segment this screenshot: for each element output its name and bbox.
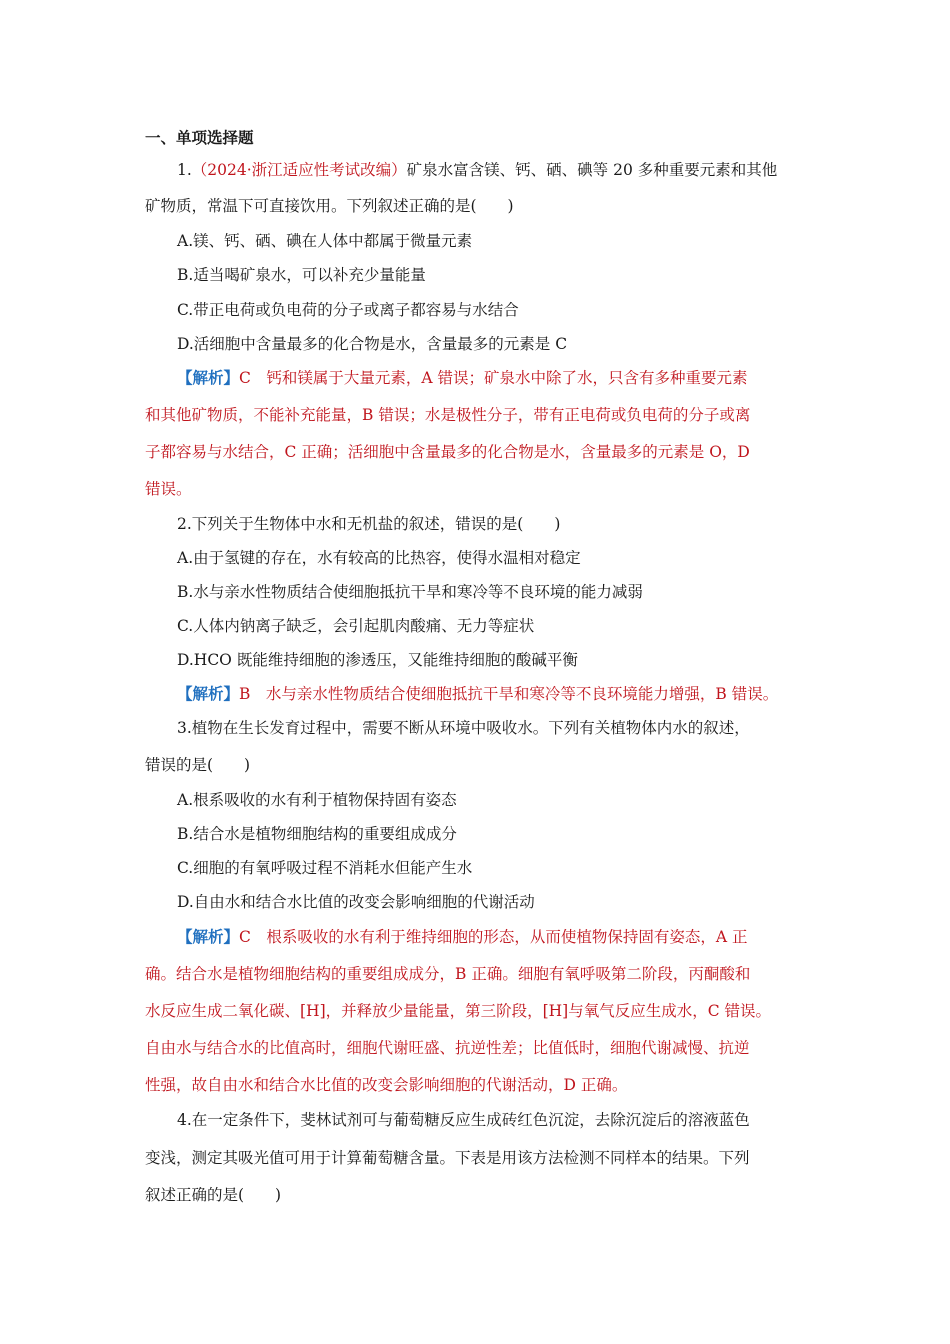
- question-3-stem-line-2: 错误的是( ): [145, 756, 251, 774]
- question-3-option-b: B.结合水是植物细胞结构的重要组成成分: [177, 825, 457, 843]
- question-1-analysis-line-2: 和其他矿物质，不能补充能量，B 错误；水是极性分子，带有正电荷或负电荷的分子或离: [145, 406, 751, 424]
- question-3-analysis-label: 【解析】: [177, 927, 240, 946]
- section-title: 一、单项选择题: [145, 128, 254, 147]
- question-1-option-b: B.适当喝矿泉水，可以补充少量能量: [177, 266, 426, 284]
- question-1-number: 1.: [177, 161, 192, 179]
- question-3-analysis-line-5: 性强，故自由水和结合水比值的改变会影响细胞的代谢活动，D 正确。: [145, 1076, 628, 1094]
- question-3-analysis-line-3: 水反应生成二氧化碳、[H]，并释放少量能量，第三阶段，[H]与氧气反应生成水，C 错误。: [145, 1002, 772, 1020]
- question-2-option-c: C.人体内钠离子缺乏，会引起肌肉酸痛、无力等症状: [177, 617, 535, 635]
- question-1-stem-line-2: 矿物质，常温下可直接饮用。下列叙述正确的是( ): [145, 197, 514, 215]
- question-2-option-a: A.由于氢键的存在，水有较高的比热容，使得水温相对稳定: [177, 549, 581, 567]
- question-2-option-b: B.水与亲水性物质结合使细胞抵抗干旱和寒冷等不良环境的能力减弱: [177, 583, 643, 601]
- question-4-stem-line-1: 4.在一定条件下，斐林试剂可与葡萄糖反应生成砖红色沉淀，去除沉淀后的溶液蓝色: [177, 1111, 750, 1129]
- question-1-analysis-line-4: 错误。: [145, 480, 192, 498]
- question-3-analysis-line-4: 自由水与结合水的比值高时，细胞代谢旺盛、抗逆性差；比值低时，细胞代谢减慢、抗逆: [145, 1039, 750, 1057]
- question-3-analysis-line-1: 【解析】C 根系吸收的水有利于维持细胞的形态，从而使植物保持固有姿态，A 正: [177, 927, 748, 946]
- question-3-analysis-line-2: 确。结合水是植物细胞结构的重要组成成分，B 正确。细胞有氧呼吸第二阶段，丙酮酸和: [145, 965, 751, 983]
- question-2-analysis-label: 【解析】: [177, 684, 240, 703]
- question-2-stem: 2.下列关于生物体中水和无机盐的叙述，错误的是( ): [177, 515, 561, 533]
- question-1-analysis-label: 【解析】: [177, 368, 240, 387]
- question-3-option-a: A.根系吸收的水有利于植物保持固有姿态: [177, 791, 457, 809]
- question-1-stem-line-1: [177, 160, 777, 180]
- question-1-option-a: A.镁、钙、硒、碘在人体中都属于微量元素: [177, 232, 473, 250]
- question-1-analysis-line-3: 子都容易与水结合，C 正确；活细胞中含量最多的化合物是水，含量最多的元素是 O，D: [145, 443, 750, 461]
- question-3-stem-line-1: 3.植物在生长发育过程中，需要不断从环境中吸收水。下列有关植物体内水的叙述，: [177, 719, 750, 737]
- question-1-source: （2024·浙江适应性考试改编）: [191, 161, 407, 179]
- question-1-option-d: D.活细胞中含量最多的化合物是水，含量最多的元素是 C: [177, 335, 568, 353]
- question-2-option-d: D.HCO 既能维持细胞的渗透压，又能维持细胞的酸碱平衡: [177, 651, 578, 669]
- question-3-option-c: C.细胞的有氧呼吸过程不消耗水但能产生水: [177, 859, 473, 877]
- question-1-stem-text: 矿泉水富含镁、钙、硒、碘等 20 多种重要元素和其他: [406, 161, 778, 179]
- question-2-analysis-line-1: 【解析】B 水与亲水性物质结合使细胞抵抗干旱和寒冷等不良环境能力增强，B 错误。: [177, 684, 779, 703]
- question-1-option-c: C.带正电荷或负电荷的分子或离子都容易与水结合: [177, 301, 519, 319]
- question-4-stem-line-3: 叙述正确的是( ): [145, 1186, 282, 1204]
- question-4-stem-line-2: 变浅，测定其吸光值可用于计算葡萄糖含量。下表是用该方法检测不同样本的结果。下列: [145, 1149, 750, 1167]
- question-3-option-d: D.自由水和结合水比值的改变会影响细胞的代谢活动: [177, 893, 535, 911]
- question-1-analysis-line-1: 【解析】C 钙和镁属于大量元素，A 错误；矿泉水中除了水，只含有多种重要元素: [177, 368, 748, 387]
